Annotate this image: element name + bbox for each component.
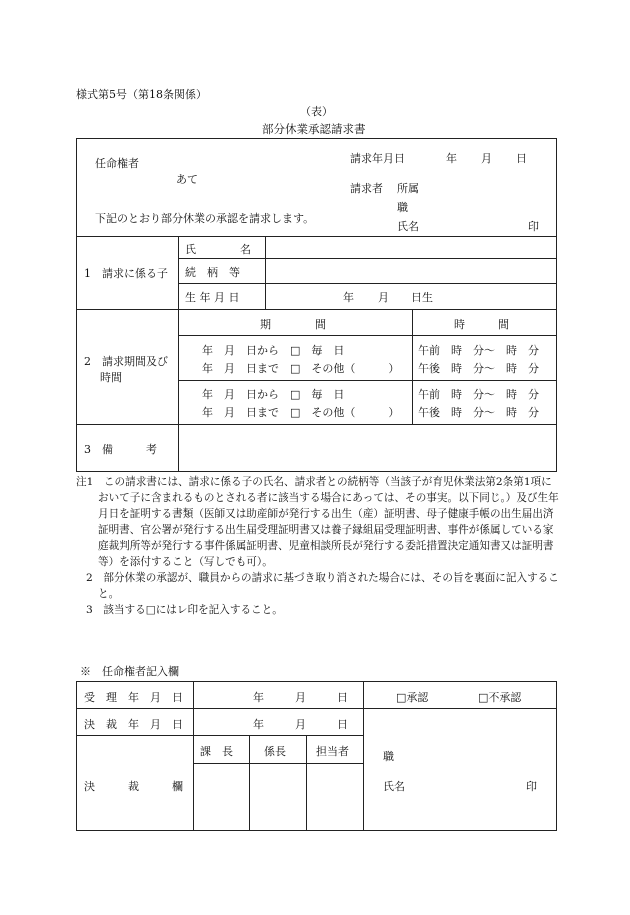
time-row: 午前 時 分～ 時 分 (418, 344, 539, 357)
child-dob-month: 月 (378, 291, 389, 304)
note-1: 注1 この請求書には、請求に係る子の氏名、請求者との続柄等（当該子が育児休業法第2条第1項において子に含まれるものとされる者に該当する場合にあっては、その事実。以下同じ。）及び生年月日を証明する書類（医師又は助産師が発行する出生（産）証明書、母子健康手帳の出生届出済証明書、官公署が発行する出生届受理証明書又は養子縁組届受理証明書、事件が係属している家庭裁判所等が発行する事件係属証明書、児童相談所長が発行する委託措置決定通知書又は証明書等）を添付すること（写しでも可）。 (76, 476, 559, 568)
divider (363, 681, 364, 831)
side-label: （表） (300, 105, 333, 118)
request-month: 月 (481, 152, 492, 165)
disapprove-checkbox-label: □不承認 (478, 691, 522, 704)
decision-day: 日 (337, 718, 348, 731)
time-header: 時 間 (454, 318, 509, 331)
divider (178, 236, 179, 472)
request-day: 日 (516, 152, 527, 165)
time-row: 午後 時 分～ 時 分 (418, 362, 539, 375)
divider (76, 309, 557, 310)
period-section-label: 2 請求期間及び (84, 355, 168, 368)
form-outline (76, 138, 557, 472)
approve-checkbox-label: □承認 (396, 691, 429, 704)
divider (76, 236, 557, 237)
receipt-month: 月 (295, 691, 306, 704)
receipt-date-label: 受 理 年 月 日 (84, 691, 183, 704)
remarks-label: 3 備 考 (84, 443, 157, 456)
divider (306, 735, 307, 831)
time-row: 午前 時 分～ 時 分 (418, 388, 539, 401)
divider (193, 681, 194, 831)
staff-label: 担当者 (316, 745, 349, 758)
approver-post-label: 職 (383, 750, 394, 763)
approver-seal-label: 印 (526, 780, 537, 793)
receipt-year: 年 (253, 691, 264, 704)
authority-section-title: ※ 任命権者記入欄 (80, 665, 179, 678)
period-row: 年 月 日から □ 毎 日 (202, 344, 345, 357)
divider (412, 309, 413, 424)
request-year: 年 (446, 152, 457, 165)
child-name-label: 氏 名 (185, 243, 251, 256)
affiliation-label: 所属 (397, 182, 419, 195)
divider (178, 335, 557, 336)
post-label: 職 (397, 201, 408, 214)
approver-name-label: 氏名 (383, 780, 405, 793)
decision-date-label: 決 裁 年 月 日 (84, 718, 183, 731)
divider (178, 380, 557, 381)
period-row: 年 月 日まで □ その他（ ） (202, 406, 400, 419)
divider (178, 258, 557, 259)
name-label: 氏名 (397, 220, 419, 233)
time-row: 午後 時 分～ 時 分 (418, 406, 539, 419)
addressee-label: 任命権者 (95, 157, 139, 170)
page-title: 部分休業承認請求書 (262, 122, 366, 136)
decision-month: 月 (295, 718, 306, 731)
decision-year: 年 (253, 718, 264, 731)
child-dob-suffix: 日生 (411, 291, 433, 304)
period-row: 年 月 日から □ 毎 日 (202, 388, 345, 401)
divider (193, 763, 363, 764)
divider (76, 708, 557, 709)
divider (265, 236, 266, 309)
divider (76, 424, 557, 425)
notes (76, 474, 560, 618)
requester-label: 請求者 (350, 182, 383, 195)
chief-label: 課 長 (200, 745, 233, 758)
seal-label: 印 (528, 220, 539, 233)
ate-label: あて (176, 173, 198, 186)
note-3: 3 該当する□にはレ印を記入すること。 (86, 604, 283, 616)
receipt-day: 日 (337, 691, 348, 704)
form-id: 様式第5号（第18条関係） (76, 88, 207, 101)
request-statement: 下記のとおり部分休業の承認を請求します。 (95, 212, 315, 225)
period-section-label-2: 時間 (100, 371, 122, 384)
decision-column-label: 決 裁 欄 (84, 780, 183, 793)
request-date-label: 請求年月日 (350, 152, 405, 165)
child-dob-label: 生 年 月 日 (185, 291, 240, 304)
child-relation-label: 続 柄 等 (185, 266, 240, 279)
note-2: 2 部分休業の承認が、職員からの請求に基づき取り消された場合には、その旨を裏面に記入すること。 (86, 572, 559, 600)
period-row: 年 月 日まで □ その他（ ） (202, 362, 400, 375)
child-dob-year: 年 (343, 291, 354, 304)
divider (178, 283, 557, 284)
divider (76, 735, 363, 736)
period-header: 期 間 (260, 318, 326, 331)
sub-chief-label: 係長 (264, 745, 286, 758)
divider (249, 735, 250, 831)
child-section-label: 1 請求に係る子 (84, 267, 168, 280)
